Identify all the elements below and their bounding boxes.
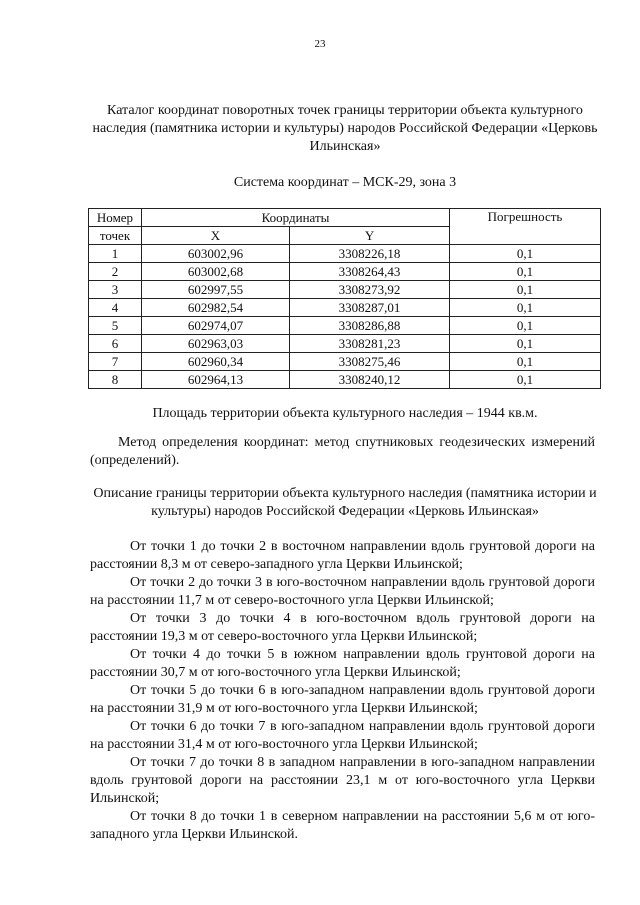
table-row: [89, 281, 601, 299]
description-paragraph: От точки 1 до точки 2 в восточном направлении вдоль грунтовой дороги на расстоянии 8,3 м от северо-западного угла Церкви Ильинской;: [90, 539, 595, 572]
y-coordinate-cell: 3308264,43: [290, 263, 450, 281]
error-cell: 0,1: [450, 317, 601, 335]
header-error: Погрешность: [450, 209, 601, 245]
page-number: 23: [314, 38, 326, 50]
y-coordinate-cell: 3308226,18: [290, 245, 450, 263]
point-number-cell: 2: [89, 263, 142, 281]
header-number-label: Номер: [96, 209, 134, 225]
table-row: [89, 353, 601, 371]
table-body: [89, 245, 601, 389]
error-cell: 0,1: [450, 281, 601, 299]
x-coordinate-cell: 602982,54: [142, 299, 290, 317]
header-number: [89, 209, 142, 227]
area-statement: Площадь территории объекта культурного наследия – 1944 кв.м.: [152, 406, 538, 421]
error-cell: 0,1: [450, 245, 601, 263]
header-y: Y: [290, 227, 450, 245]
point-number-cell: 8: [89, 371, 142, 389]
x-coordinate-cell: 602964,13: [142, 371, 290, 389]
catalog-title: Каталог координат поворотных точек границы территории объекта культурного наследия (памятника истории и культуры) народов Российской Федерации «Церковь Ильинская»: [92, 103, 598, 154]
table-row: [89, 299, 601, 317]
method-statement: Метод определения координат: метод спутниковых геодезических измерений (определений).: [90, 435, 595, 468]
table-row: [89, 317, 601, 335]
y-coordinate-cell: 3308240,12: [290, 371, 450, 389]
error-cell: 0,1: [450, 335, 601, 353]
point-number-cell: 6: [89, 335, 142, 353]
description-paragraph: От точки 2 до точки 3 в юго-восточном направлении вдоль грунтовой дороги на расстоянии 11,7 м от северо-восточного угла Церкви Ильинской;: [90, 575, 595, 608]
x-coordinate-cell: 603002,96: [142, 245, 290, 263]
table-row: [89, 335, 601, 353]
point-number-cell: 7: [89, 353, 142, 371]
coordinate-system: Система координат – МСК-29, зона 3: [233, 175, 457, 190]
x-coordinate-cell: 602960,34: [142, 353, 290, 371]
x-coordinate-cell: 602963,03: [142, 335, 290, 353]
point-number-cell: 1: [89, 245, 142, 263]
description-paragraph: От точки 8 до точки 1 в северном направлении на расстоянии 5,6 м от юго-западного угла Церкви Ильинской.: [90, 809, 595, 842]
point-number-cell: 4: [89, 299, 142, 317]
description-paragraph: От точки 6 до точки 7 в юго-западном направлении вдоль грунтовой дороги на расстоянии 31,4 м от юго-восточного угла Церкви Ильинской;: [90, 719, 595, 752]
x-coordinate-cell: 603002,68: [142, 263, 290, 281]
y-coordinate-cell: 3308281,23: [290, 335, 450, 353]
description-paragraph: От точки 4 до точки 5 в южном направлении вдоль грунтовой дороги на расстоянии 30,7 м от юго-восточного угла Церкви Ильинской;: [90, 647, 595, 680]
table-row: [89, 263, 601, 281]
point-number-cell: 3: [89, 281, 142, 299]
description-paragraph: От точки 3 до точки 4 в юго-восточном вдоль грунтовой дороги на расстоянии 19,3 м от северо-восточного угла Церкви Ильинской;: [90, 611, 595, 644]
y-coordinate-cell: 3308287,01: [290, 299, 450, 317]
coordinates-table: [88, 208, 601, 389]
error-cell: 0,1: [450, 299, 601, 317]
header-number-cont: точек: [89, 227, 142, 245]
x-coordinate-cell: 602974,07: [142, 317, 290, 335]
table-row: [89, 371, 601, 389]
y-coordinate-cell: 3308286,88: [290, 317, 450, 335]
description-title: Описание границы территории объекта культурного наследия (памятника истории и культуры) народов Российской Федерации «Церковь Ильинская»: [93, 486, 597, 519]
error-cell: 0,1: [450, 353, 601, 371]
description-paragraph: От точки 7 до точки 8 в западном направлении в юго-западном направлении вдоль грунтовой дороги на расстоянии 23,1 м от юго-восточного угла Церкви Ильинской;: [90, 755, 595, 806]
error-cell: 0,1: [450, 263, 601, 281]
error-cell: 0,1: [450, 371, 601, 389]
description-paragraph: От точки 5 до точки 6 в юго-западном направлении вдоль грунтовой дороги на расстоянии 31,9 м от юго-восточного угла Церкви Ильинской;: [90, 683, 595, 716]
table-row: [89, 245, 601, 263]
point-number-cell: 5: [89, 317, 142, 335]
y-coordinate-cell: 3308275,46: [290, 353, 450, 371]
header-x: X: [142, 227, 290, 245]
boundary-description: [90, 538, 595, 844]
x-coordinate-cell: 602997,55: [142, 281, 290, 299]
y-coordinate-cell: 3308273,92: [290, 281, 450, 299]
header-coordinates: Координаты: [142, 209, 450, 227]
